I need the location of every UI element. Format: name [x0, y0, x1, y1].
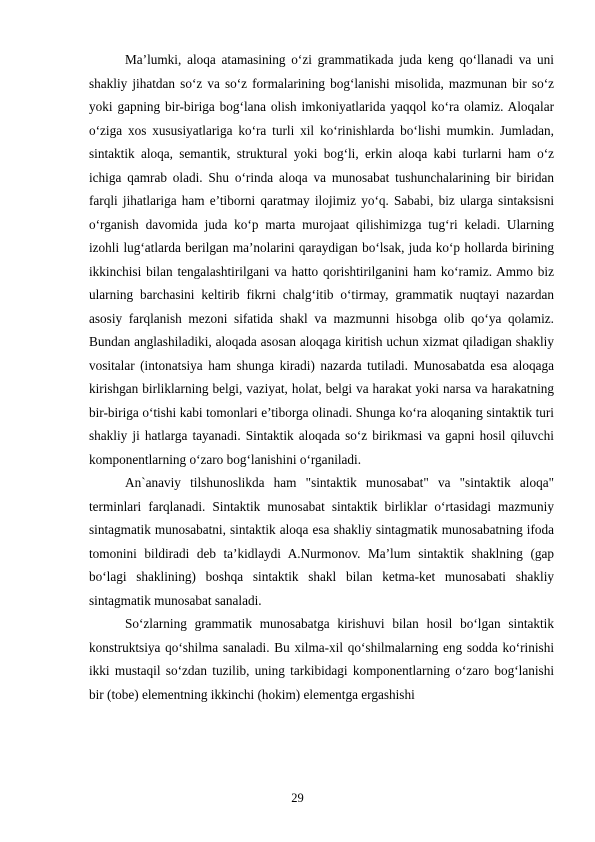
- body-paragraph-2: An`anaviy tilshunoslikda ham "sintaktik munosabat" va "sintaktik aloqa" terminlari farqlanadi. Sintaktik munosabat sintaktik birliklar o‘rtasidagi mazmuniy sintagmatik munosabatni, sintaktik aloqa esa shakliy sintagmatik munosabatning ifoda tomonini bildiradi deb ta’kidlaydi A.Nurmonov. Ma’lum sintaktik shaklning (gap bo‘lagi shaklining) boshqa sintaktik shakl bilan ketma-ket munosabati shakliy sintagmatik munosabat sanaladi.: [89, 475, 554, 608]
- body-paragraph-3: So‘zlarning grammatik munosabatga kirishuvi bilan hosil bo‘lgan sintaktik konstruktsiya qo‘shilma sanaladi. Bu xilma-xil qo‘shilmalarning eng sodda ko‘rinishi ikki mustaqil so‘zdan tuzilib, uning tarkibidagi komponentlarning o‘zaro bog‘lanishi bir (tobe) elementning ikkinchi (hokim) elementga ergashishi: [89, 616, 554, 702]
- document-page: [89, 48, 554, 706]
- page-number: 29: [291, 791, 304, 805]
- body-paragraph-1: Ma’lumki, aloqa atamasining o‘zi grammatikada juda keng qo‘llanadi va uni shakliy jihatdan so‘z va so‘z formalarining bog‘lanishi misolida, mazmunan bir so‘z yoki gapning bir-biriga bog‘lana olish imkoniyatlarida yaqqol ko‘ra olamiz. Aloqalar o‘ziga xos xususiyatlariga ko‘ra turli xil ko‘rinishlarda bo‘lishi mumkin. Jumladan, sintaktik aloqa, semantik, struktural yoki bog‘li, erkin aloqa kabi turlarni ham o‘z ichiga qamrab oladi. Shu o‘rinda aloqa va munosabat tushunchalarining bir biridan farqli jihatlariga ham e’tiborni qaratmay ilojimiz yo‘q. Sababi, biz ularga sintaksisni o‘rganish davomida juda ko‘p marta murojaat qilishimizga tug‘ri keladi. Ularning izohli lug‘atlarda berilgan ma’nolarini qaraydigan bo‘lsak, juda ko‘p hollarda birining ikkinchisi bilan tengalashtirilgani va hatto qorishtirilganini ham ko‘ramiz. Ammo biz ularning barchasini keltirib fikrni chalg‘itib o‘tirmay, grammatik nuqtayi nazardan asosiy farqlanish mezoni sifatida shakl va mazmunni hisobga olib qo‘ya qolamiz. Bundan anglashiladiki, aloqada asosan aloqaga kiritish uchun xizmat qiladigan shakliy vositalar (intonatsiya ham shunga kiradi) nazarda tutiladi. Munosabatda esa aloqaga kirishgan birliklarning belgi, vaziyat, holat, belgi va harakat yoki narsa va harakatning bir-biriga o‘tishi kabi tomonlari e’tiborga olinadi. Shunga ko‘ra aloqaning sintaktik turi shakliy ji hatlarga tayanadi. Sintaktik aloqada so‘z birikmasi va gapni hosil qiluvchi komponentlarning o‘zaro bog‘lanishini o‘rganiladi.: [89, 52, 554, 467]
